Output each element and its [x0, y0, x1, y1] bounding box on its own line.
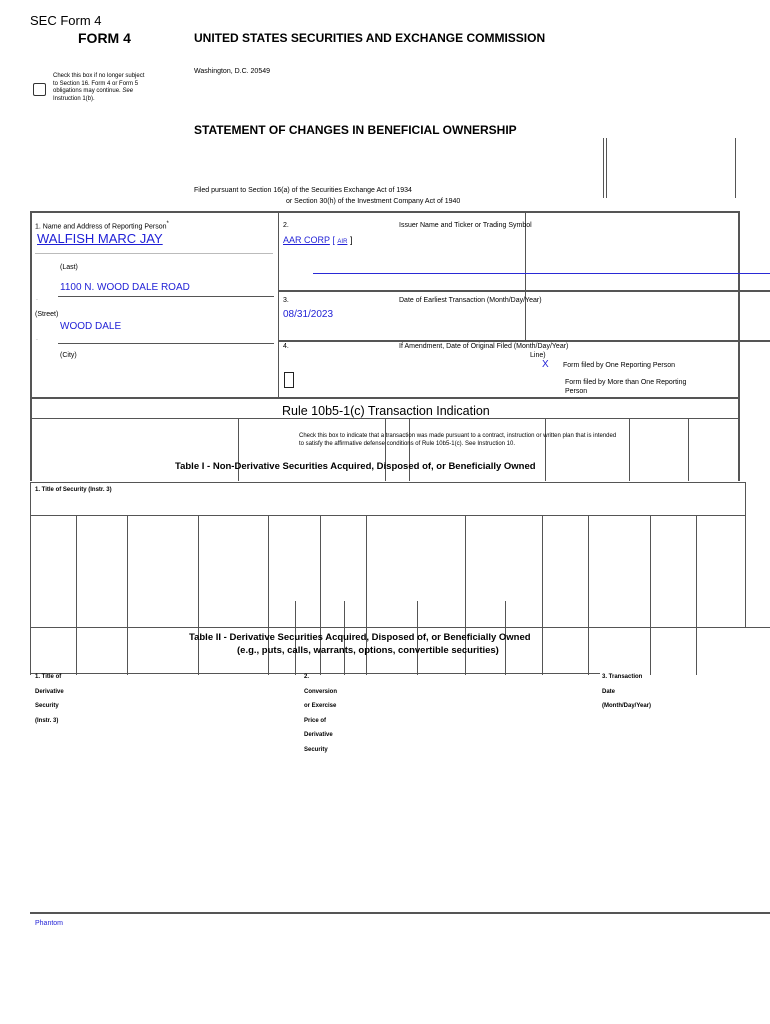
- no-longer-subject-checkbox[interactable]: [33, 83, 46, 96]
- box1-divider: [278, 211, 279, 398]
- grid-right-border: [738, 211, 740, 481]
- issuer-link[interactable]: AAR CORP: [283, 235, 330, 245]
- phantom-footnote: Phantom: [35, 920, 64, 927]
- table2-subtitle: (e.g., puts, calls, warrants, options, convertible securities): [237, 645, 499, 656]
- table1-left-border: [30, 482, 31, 675]
- filed-pursuant-line1: Filed pursuant to Section 16(a) of the Securities Exchange Act of 1934: [194, 187, 412, 194]
- table2-col1-header: 1. Title of Derivative Security (Instr. 3): [35, 674, 64, 724]
- issuer-name: [283, 235, 352, 245]
- amendment-checkbox[interactable]: [284, 372, 294, 388]
- table1-row-top: [30, 515, 745, 516]
- name-underline: [35, 253, 273, 254]
- grid-top-border: [30, 211, 740, 213]
- more-person-label: Form filed by More than One Reporting Person: [565, 379, 687, 395]
- box3-top-border: [278, 290, 770, 292]
- rule-top-border: [30, 397, 740, 399]
- table1-header-top: [30, 482, 745, 483]
- bracket-close: ]: [349, 235, 353, 245]
- bracket-open: [: [332, 235, 335, 245]
- footer-rule: [30, 912, 770, 914]
- table2-title: Table II - Derivative Securities Acquired, Disposed of, or Beneficially Owned: [189, 632, 531, 643]
- omb-box-right: [735, 138, 736, 198]
- table2-col3-header: 3. Transaction Date (Month/Day/Year): [602, 674, 652, 709]
- street-label: (Street): [35, 311, 59, 318]
- reporting-person-name-link[interactable]: WALFISH MARC JAY: [37, 231, 163, 246]
- omb-box-left: [603, 138, 604, 198]
- box2-label: Issuer Name and Ticker or Trading Symbol: [399, 222, 532, 229]
- rule-col-5: [629, 418, 630, 481]
- one-person-x-mark[interactable]: X: [542, 359, 549, 370]
- one-person-label: Form filed by One Reporting Person: [563, 362, 676, 369]
- table1-col-3: [198, 515, 199, 675]
- omb-box-left-inner: [606, 138, 607, 198]
- issuer-blue-rule: [313, 273, 770, 274]
- table1-col-8: [542, 515, 543, 675]
- table1-col1-header: 1. Title of Security (Instr. 3): [35, 487, 112, 493]
- table1-col-10: [650, 515, 651, 675]
- table1-col-1: [76, 515, 77, 675]
- box4-label: If Amendment, Date of Original Filed (Month/Day/Year): [399, 343, 569, 350]
- table1-col-11: [696, 515, 697, 675]
- grid-left-border: [30, 211, 32, 481]
- table1-col-9: [588, 515, 589, 675]
- earliest-transaction-date: 08/31/2023: [283, 309, 334, 320]
- sec-form-label: SEC Form 4: [30, 13, 102, 28]
- agency-title: UNITED STATES SECURITIES AND EXCHANGE COMMISSION: [194, 31, 546, 45]
- box4-line-label: Line): [530, 352, 546, 359]
- table1-row-bottom: [30, 627, 770, 628]
- agency-location: Washington, D.C. 20549: [194, 68, 271, 75]
- table2-col2-header: 2. Conversion or Exercise Price of Derivative Security: [304, 674, 338, 753]
- table1-right-border: [745, 482, 746, 627]
- box2-inner-divider: [525, 211, 526, 341]
- street-dot: .: [36, 295, 38, 302]
- last-label: (Last): [60, 264, 78, 271]
- street-address: 1100 N. WOOD DALE ROAD: [60, 282, 190, 293]
- city-label: (City): [60, 352, 77, 359]
- box2-number: 2.: [283, 222, 289, 229]
- city-dot: .: [36, 335, 38, 342]
- table1-col-2: [127, 515, 128, 675]
- box1-label: 1. Name and Address of Reporting Person*: [35, 221, 169, 231]
- rule-col-4: [545, 418, 546, 481]
- form-title: FORM 4: [78, 30, 131, 46]
- table1-title: Table I - Non-Derivative Securities Acquired, Disposed of, or Beneficially Owned: [175, 461, 536, 472]
- city-underline: [58, 343, 274, 344]
- box4-number: 4.: [283, 343, 289, 350]
- box3-number: 3.: [283, 297, 289, 304]
- filed-pursuant-line2: or Section 30(h) of the Investment Company Act of 1940: [286, 198, 461, 205]
- rule-checkbox-text: Check this box to indicate that a transaction was made pursuant to a contract, instruction or written plan that is intended to satisfy the affirmative defense conditions of Rule 10b5-1(c). See Instruction 10.: [299, 433, 617, 447]
- checkbox-instructions: Check this box if no longer subject to Section 16. Form 4 or Form 5 obligations may continue. See Instruction 1(b).: [53, 73, 145, 102]
- street-underline: [58, 296, 274, 297]
- box3-label: Date of Earliest Transaction (Month/Day/Year): [399, 297, 542, 304]
- statement-title: STATEMENT OF CHANGES IN BENEFICIAL OWNERSHIP: [194, 123, 517, 137]
- box4-top-border: [278, 340, 770, 342]
- city-value: WOOD DALE: [60, 321, 122, 332]
- ticker-link[interactable]: AIR: [337, 239, 348, 245]
- rule-title: Rule 10b5-1(c) Transaction Indication: [282, 404, 490, 418]
- rule-col-6: [688, 418, 689, 481]
